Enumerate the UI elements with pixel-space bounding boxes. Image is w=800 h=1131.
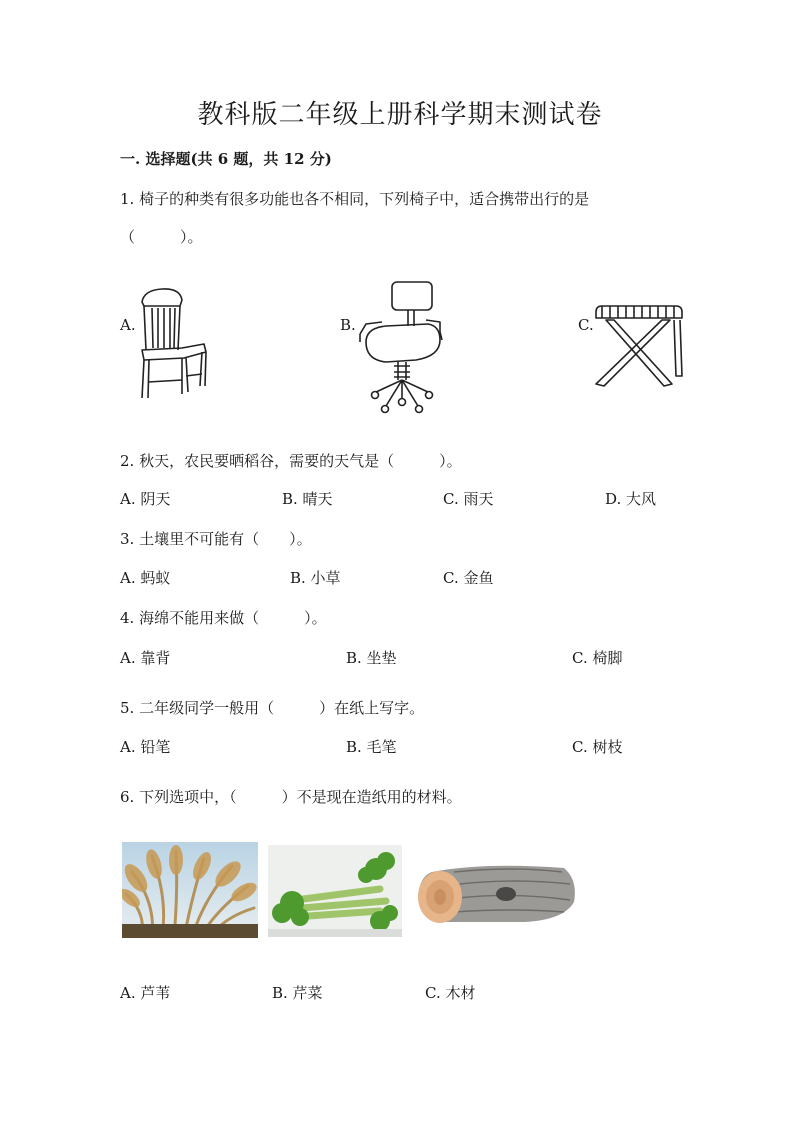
- office-swivel-chair-icon: [356, 280, 446, 416]
- wood-log-photo: [414, 864, 578, 928]
- question-4-text: 4. 海绵不能用来做（ ）。: [120, 609, 327, 627]
- q3-option-a: A. 蚂蚁: [120, 569, 171, 587]
- q1-option-a-label: A.: [120, 316, 136, 334]
- q5-option-c: C. 树枝: [572, 738, 623, 756]
- q5-option-b: B. 毛笔: [346, 738, 397, 756]
- celery-photo: [268, 845, 402, 937]
- q3-option-b: B. 小草: [290, 569, 341, 587]
- q4-option-b: B. 坐垫: [346, 649, 397, 667]
- q5-option-a: A. 铅笔: [120, 738, 171, 756]
- wooden-chair-icon: [136, 286, 208, 400]
- q4-option-c: C. 椅脚: [572, 649, 623, 667]
- q2-option-a: A. 阴天: [120, 490, 171, 508]
- q2-option-b: B. 晴天: [282, 490, 333, 508]
- q6-option-c: C. 木材: [425, 984, 476, 1002]
- q1-option-b-label: B.: [340, 316, 356, 334]
- q4-option-a: A. 靠背: [120, 649, 171, 667]
- question-2-text: 2. 秋天，农民要晒稻谷，需要的天气是（ ）。: [120, 452, 462, 470]
- q2-option-d: D. 大风: [605, 490, 657, 508]
- q6-option-b: B. 芹菜: [272, 984, 323, 1002]
- q6-option-a: A. 芦苇: [120, 984, 171, 1002]
- folding-stool-icon: [592, 302, 686, 390]
- page-title: 教科版二年级上册科学期末测试卷: [197, 100, 603, 130]
- question-3-text: 3. 土壤里不可能有（ ）。: [120, 530, 312, 548]
- reed-photo: [122, 842, 258, 938]
- question-6-text: 6. 下列选项中，（ ）不是现在造纸用的材料。: [120, 788, 462, 806]
- q1-option-c-label: C.: [578, 316, 594, 334]
- question-5-text: 5. 二年级同学一般用（ ）在纸上写字。: [120, 699, 425, 717]
- q2-option-c: C. 雨天: [443, 490, 494, 508]
- question-1-text: 1. 椅子的种类有很多功能也各不相同，下列椅子中，适合携带出行的是: [120, 190, 590, 208]
- question-1-blank: （ ）。: [120, 228, 203, 246]
- section-heading: 一. 选择题(共 6 题，共 12 分): [120, 150, 332, 168]
- q3-option-c: C. 金鱼: [443, 569, 494, 587]
